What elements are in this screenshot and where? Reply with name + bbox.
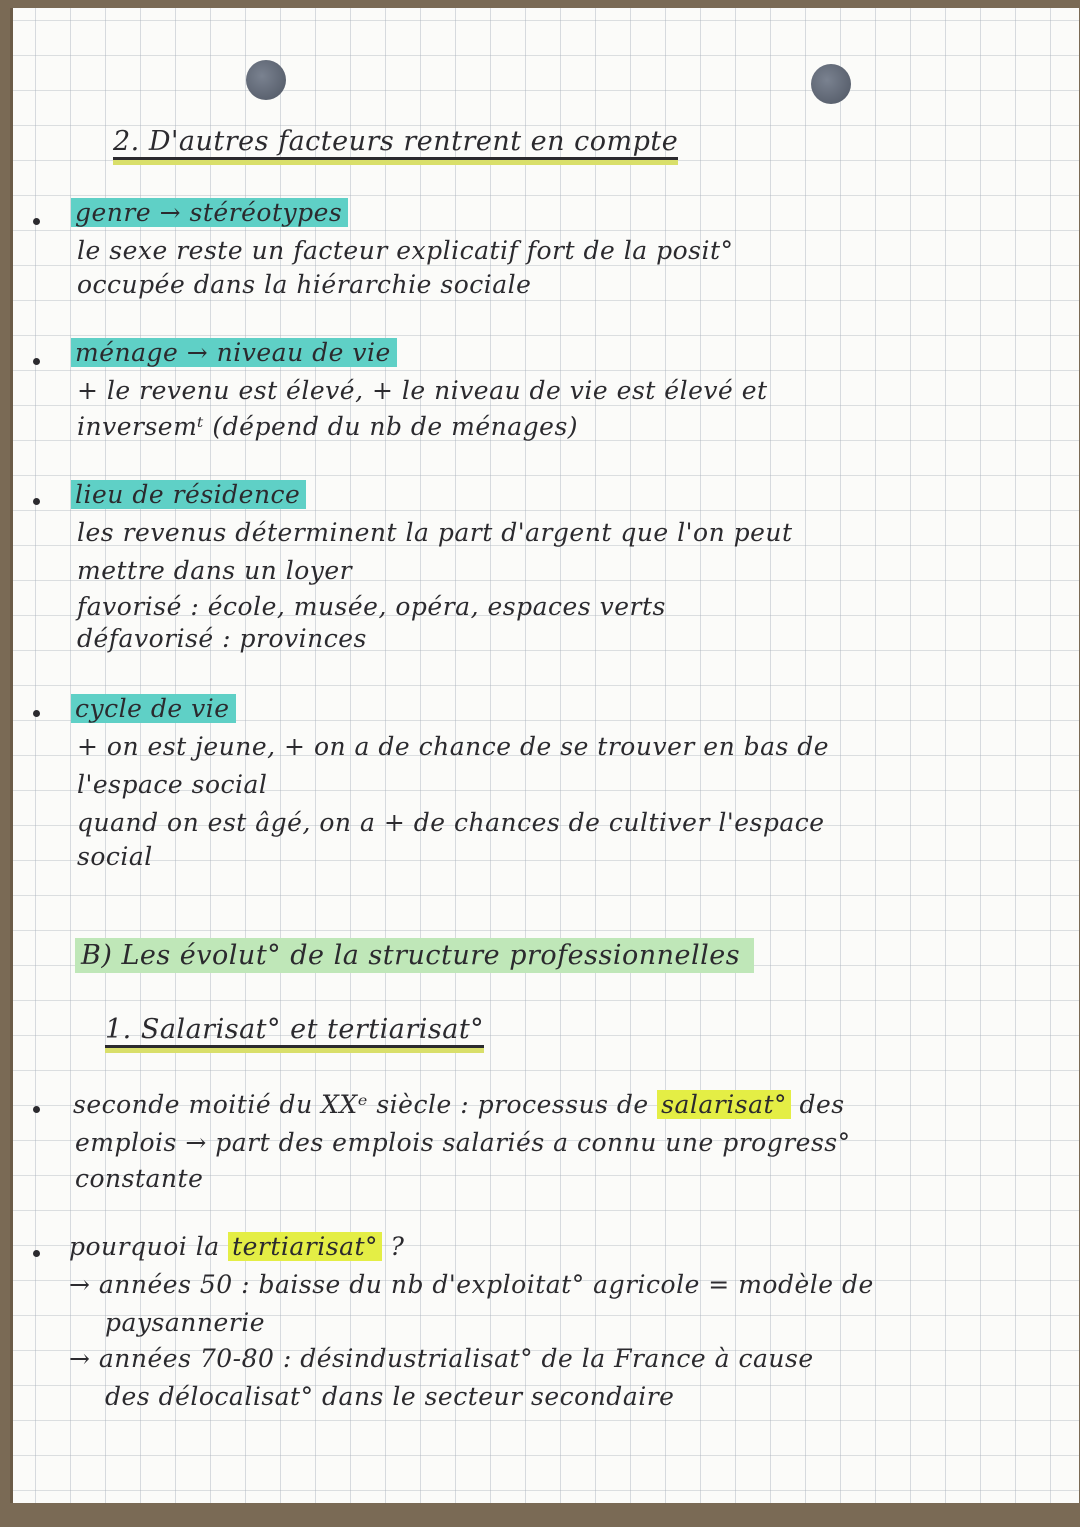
tertiarisat-prefix: pourquoi la bbox=[69, 1232, 229, 1261]
salarisat-line-1 bbox=[73, 1090, 845, 1119]
section-b-title-text: B) Les évolut° de la structure professionnelles bbox=[75, 938, 754, 973]
item-heading-genre bbox=[71, 198, 348, 227]
cycle-line-4: social bbox=[77, 842, 153, 871]
section-2-title bbox=[113, 126, 678, 157]
lieu-line-4: défavorisé : provinces bbox=[77, 624, 367, 653]
salarisat-suffix: des bbox=[791, 1090, 845, 1119]
binder-hole-right bbox=[811, 64, 851, 104]
lieu-line-3: favorisé : école, musée, opéra, espaces verts bbox=[77, 592, 666, 621]
graph-paper-page bbox=[10, 8, 1079, 1503]
menage-line-1: + le revenu est élevé, + le niveau de vie est élevé et bbox=[77, 376, 768, 405]
cycle-line-3: quand on est âgé, on a + de chances de cultiver l'espace bbox=[77, 808, 825, 837]
subsection-1-title bbox=[105, 1014, 484, 1045]
subsection-1-title-text: 1. Salarisat° et tertiarisat° bbox=[105, 1014, 484, 1048]
bullet-icon bbox=[33, 498, 40, 505]
tertiarisat-line-1: → années 50 : baisse du nb d'exploitat° agricole = modèle de bbox=[69, 1270, 874, 1299]
cycle-line-1: + on est jeune, + on a de chance de se trouver en bas de bbox=[77, 732, 830, 761]
heading-genre-text: genre → stéréotypes bbox=[71, 198, 348, 227]
binder-hole-left bbox=[246, 60, 286, 100]
heading-cycle-text: cycle de vie bbox=[71, 694, 236, 723]
bullet-icon bbox=[33, 218, 40, 225]
tertiarisat-line-2: paysannerie bbox=[105, 1308, 266, 1337]
tertiarisat-suffix: ? bbox=[382, 1232, 405, 1261]
lieu-line-2: mettre dans un loyer bbox=[77, 556, 353, 585]
tertiarisat-question bbox=[69, 1232, 404, 1261]
tertiarisat-line-4: des délocalisat° dans le secteur secondaire bbox=[105, 1382, 675, 1411]
bullet-icon bbox=[33, 1250, 40, 1257]
cycle-line-2: l'espace social bbox=[77, 770, 268, 799]
menage-line-2: inversemᵗ (dépend du nb de ménages) bbox=[77, 412, 579, 441]
tertiarisat-highlight: tertiarisat° bbox=[228, 1232, 382, 1261]
item-heading-lieu bbox=[71, 480, 306, 509]
item-heading-menage bbox=[71, 338, 397, 367]
bullet-icon bbox=[33, 710, 40, 717]
bullet-icon bbox=[33, 1106, 40, 1113]
salarisat-line-3: constante bbox=[75, 1164, 204, 1193]
genre-line-2: occupée dans la hiérarchie sociale bbox=[77, 270, 532, 299]
salarisat-highlight: salarisat° bbox=[657, 1090, 791, 1119]
heading-lieu-text: lieu de résidence bbox=[71, 480, 306, 509]
salarisat-prefix: seconde moitié du XXᵉ siècle : processus de bbox=[73, 1090, 658, 1119]
bullet-icon bbox=[33, 358, 40, 365]
heading-menage-text: ménage → niveau de vie bbox=[71, 338, 397, 367]
genre-line-1: le sexe reste un facteur explicatif fort de la posit° bbox=[77, 236, 734, 265]
salarisat-line-2: emplois → part des emplois salariés a connu une progress° bbox=[75, 1128, 851, 1157]
lieu-line-1: les revenus déterminent la part d'argent que l'on peut bbox=[77, 518, 793, 547]
section-b-title bbox=[75, 940, 754, 971]
item-heading-cycle bbox=[71, 694, 236, 723]
tertiarisat-line-3: → années 70-80 : désindustrialisat° de la France à cause bbox=[69, 1344, 814, 1373]
section-2-title-text: 2. D'autres facteurs rentrent en compte bbox=[113, 126, 678, 160]
